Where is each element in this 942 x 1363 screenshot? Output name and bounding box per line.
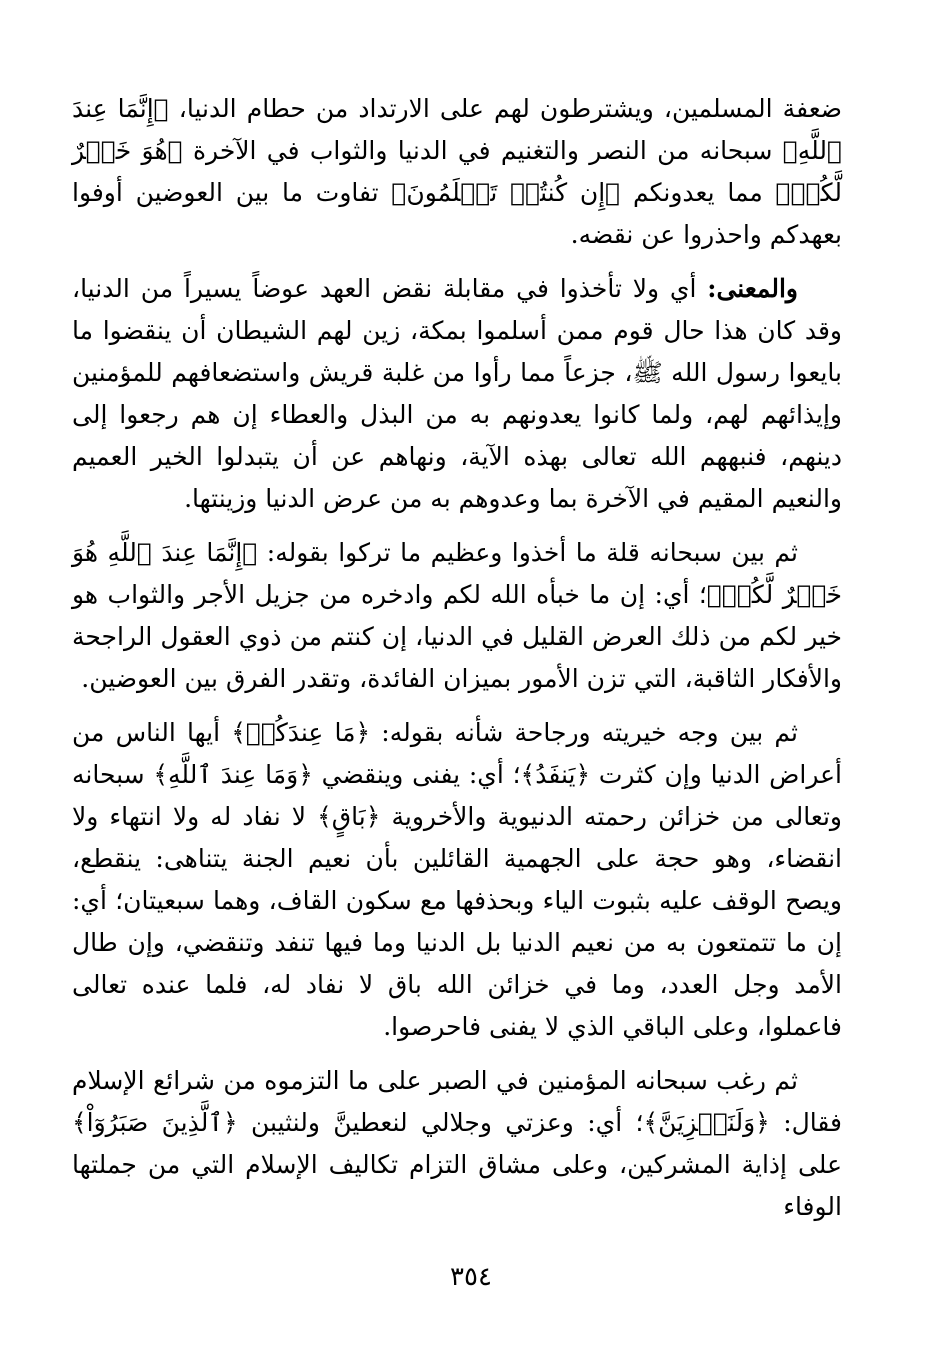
page-body <box>72 88 842 1228</box>
paragraph <box>72 88 842 256</box>
paragraph-gap <box>72 520 842 532</box>
paragraph <box>72 532 842 700</box>
paragraph <box>72 712 842 1048</box>
paragraph <box>72 1060 842 1228</box>
paragraph-gap <box>72 700 842 712</box>
paragraph-gap <box>72 1048 842 1060</box>
paragraph-text: ضعفة المسلمين، ويشترطون لهم على الارتداد من حطام الدنيا، ﴿إِنَّمَا عِندَ ٱللَّهِ﴾ سبحانه من النصر والتغنيم في الدنيا والثواب في الآخرة ﴿هُوَ خَيۡرٌ لَّكُمۡ﴾ مما يعدونكم ﴿إِن كُنتُمۡ تَعۡلَمُونَ﴾ تفاوت ما بين العوضين أوفوا بعهدكم واحذروا عن نقضه. <box>72 94 842 249</box>
page-number: ٣٥٤ <box>450 1262 492 1292</box>
heading-term: والمعنى: <box>707 274 798 303</box>
paragraph-text: ثم رغب سبحانه المؤمنين في الصبر على ما التزموه من شرائع الإسلام فقال: ﴿وَلَنَجۡزِيَنَّ﴾؛ أي: وعزتي وجلالي لنعطينَّ ولنثيبن ﴿ٱلَّذِينَ صَبَرُوٓاْ﴾ على إذاية المشركين، وعلى مشاق التزام تكاليف الإسلام التي من جملتها الوفاء <box>72 1066 842 1221</box>
paragraph-gap <box>72 256 842 268</box>
paragraph-text: ثم بين وجه خيريته ورجاحة شأنه بقوله: ﴿مَا عِندَكُمۡ﴾ أيها الناس من أعراض الدنيا وإن كثرت ﴿يَنفَدُ﴾؛ أي: يفنى وينقضي ﴿وَمَا عِندَ ٱللَّهِ﴾ سبحانه وتعالى من خزائن رحمته الدنيوية والأخروية ﴿بَاقٍ﴾ لا نفاد له ولا انتهاء ولا انقضاء، وهو حجة على الجهمية القائلين بأن نعيم الجنة يتناهى: ينقطع، ويصح الوقف عليه بثبوت الياء وبحذفها مع سكون القاف، وهما سبعيتان؛ أي: إن ما تتمتعون به من نعيم الدنيا بل الدنيا وما فيها تنفد وتنقضي، وإن طال الأمد وجل العدد، وما في خزائن الله باق لا نفاد له، فلما عنده تعالى فاعملوا، وعلى الباقي الذي لا يفنى فاحرصوا. <box>72 718 842 1041</box>
paragraph <box>72 268 842 520</box>
paragraph-text: ثم بين سبحانه قلة ما أخذوا وعظيم ما تركوا بقوله: ﴿إِنَّمَا عِندَ ٱللَّهِ هُوَ خَيۡرٌ لَّكُمۡ﴾؛ أي: إن ما خبأه الله لكم وادخره من جزيل الأجر والثواب هو خير لكم من ذلك العرض القليل في الدنيا، إن كنتم من ذوي العقول الراجحة والأفكار الثاقبة، التي تزن الأمور بميزان الفائدة، وتقدر الفرق بين العوضين. <box>72 538 843 693</box>
paragraph-text: أي ولا تأخذوا في مقابلة نقض العهد عوضاً يسيراً من الدنيا، وقد كان هذا حال قوم ممن أسلموا بمكة، زين لهم الشيطان أن ينقضوا ما بايعوا رسول الله ﷺ، جزعاً مما رأوا من غلبة قريش واستضعافهم للمؤمنين وإيذائهم لهم، ولما كانوا يعدونهم به من البذل والعطاء إن هم رجعوا إلى دينهم، فنبههم الله تعالى بهذه الآية، ونهاهم عن أن يتبدلوا الخير العميم والنعيم المقيم في الآخرة بما وعدوهم به من عرض الدنيا وزينتها. <box>72 274 842 513</box>
